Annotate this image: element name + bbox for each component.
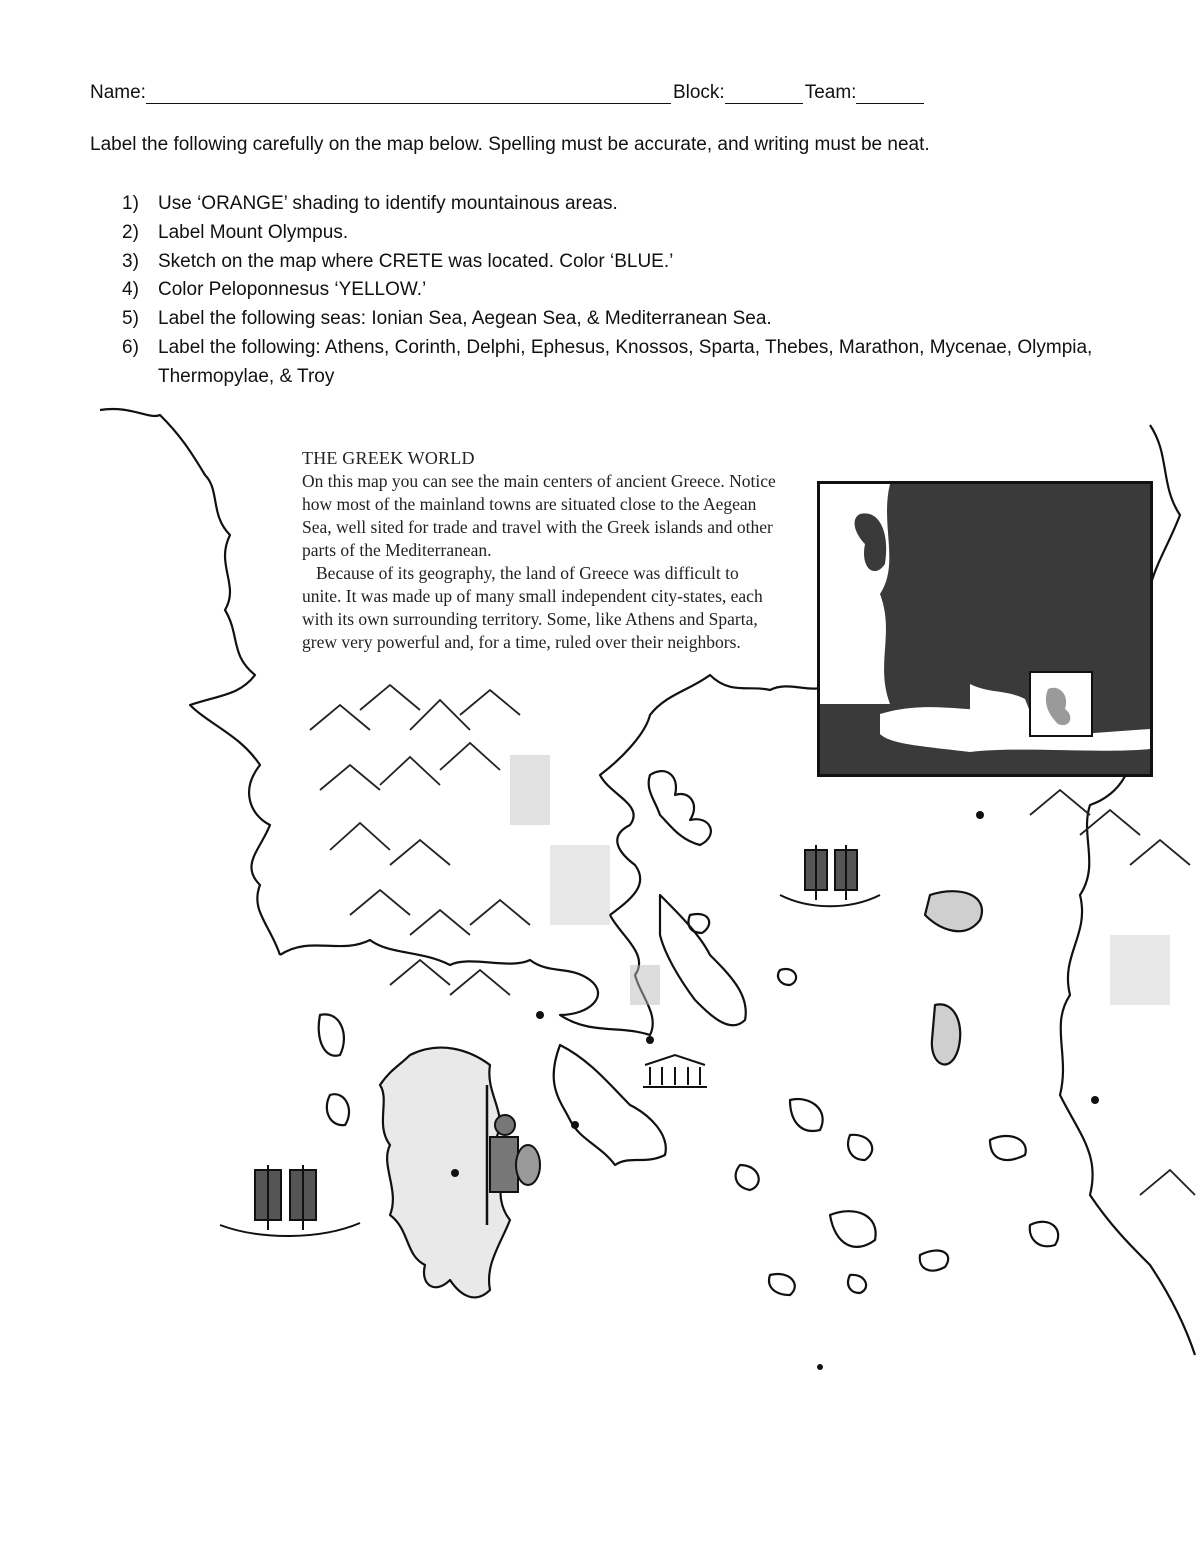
block-blank[interactable] — [725, 83, 803, 104]
atlantic-ocean — [820, 484, 890, 704]
map-title: THE GREEK WORLD — [302, 448, 475, 468]
ship-icon-west — [220, 1165, 360, 1236]
ship-icon-east — [780, 845, 880, 906]
mountain-peak — [410, 910, 470, 935]
mountain-peak — [440, 743, 500, 770]
island — [920, 1251, 948, 1271]
student-info-header — [90, 74, 970, 104]
lesbos-island — [925, 891, 982, 931]
team-blank[interactable] — [856, 83, 924, 104]
island — [848, 1135, 872, 1160]
mountain-peak — [450, 970, 510, 995]
mountain-peak — [1140, 1170, 1195, 1195]
mountain-peak — [470, 900, 530, 925]
mountain-peak — [390, 960, 450, 985]
greek-world-map[interactable] — [90, 395, 1200, 1395]
city-markers — [451, 811, 1099, 1370]
team-label: Team: — [804, 82, 857, 103]
island — [319, 1014, 344, 1055]
mountain-peak — [320, 765, 380, 790]
list-item: 4) Color Peloponnesus ‘YELLOW.’ — [122, 279, 427, 301]
name-blank[interactable] — [146, 83, 671, 104]
instructions: Label the following carefully on the map below. Spelling must be accurate, and writing must be neat. — [90, 134, 930, 155]
mountain-peak — [330, 823, 390, 850]
island — [689, 914, 710, 933]
island — [790, 1099, 823, 1131]
mountain-peak — [390, 840, 450, 865]
list-item: 3) Sketch on the map where CRETE was located. Color ‘BLUE.’ — [122, 250, 674, 272]
map-caption — [302, 447, 782, 654]
list-item: 5) Label the following seas: Ionian Sea, Aegean Sea, & Mediterranean Sea. — [122, 308, 772, 330]
list-item: 2) Label Mount Olympus. — [122, 221, 349, 243]
island — [736, 1165, 759, 1190]
chios-island — [932, 1004, 960, 1064]
map-caption-paragraph-2: Because of its geography, the land of Greece was difficult to unite. It was made up of many small independent city-states, each with its own surrounding territory. Some, like Athens and Sparta, grew very powerful and, for a time, ruled over their neighbors. — [302, 563, 763, 652]
block-label: Block: — [672, 82, 725, 103]
island — [848, 1275, 866, 1293]
name-label: Name: — [90, 82, 146, 103]
mountain-peak — [360, 685, 420, 710]
mountain-peak — [460, 690, 520, 715]
island — [778, 969, 796, 985]
mountain-peak — [1030, 790, 1090, 815]
task-list — [122, 190, 1132, 392]
west-coastline — [100, 409, 280, 955]
europe-inset-map — [817, 481, 1153, 777]
temple-icon — [643, 1055, 707, 1087]
chalkidiki-coastline — [649, 771, 711, 845]
island — [990, 1136, 1026, 1160]
europe-locator-drawing — [820, 484, 1150, 774]
list-item: 1) Use ‘ORANGE’ shading to identify mountainous areas. — [122, 193, 618, 214]
mountain-peak — [380, 757, 440, 785]
map-caption-paragraph-1: On this map you can see the main centers of ancient Greece. Notice how most of the mainland towns are situated close to the Aegean Sea, well sited for trade and travel with the Greek islands and other parts of the Mediterranean. — [302, 471, 776, 560]
list-item: 6) Label the following: Athens, Corinth, Delphi, Ephesus, Knossos, Sparta, Thebes, Marathon, Mycenae, Olympia, Thermopylae, & Troy — [122, 336, 1093, 387]
island — [1030, 1222, 1058, 1247]
island — [327, 1094, 349, 1125]
mountain-peak — [1130, 840, 1190, 865]
island — [769, 1274, 795, 1295]
mountain-peak — [350, 890, 410, 915]
island — [830, 1211, 876, 1247]
